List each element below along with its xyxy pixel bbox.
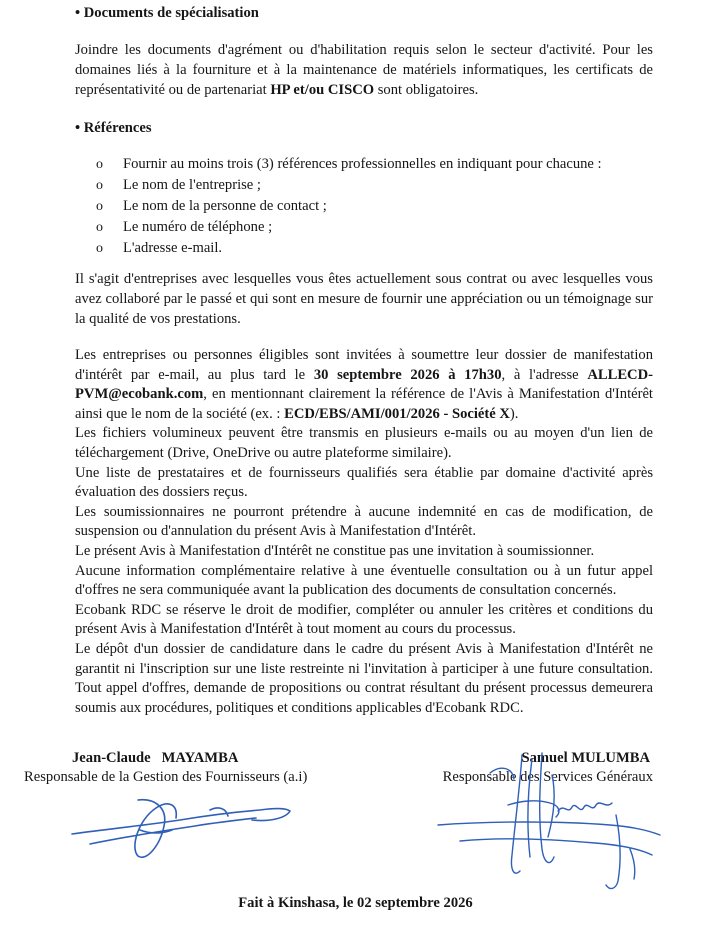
section-heading-specialisation: • Documents de spécialisation [75, 5, 259, 21]
brand-requirement: HP et/ou CISCO [270, 82, 375, 98]
section-heading-references: • Références [75, 120, 152, 136]
paragraph-specialisation-text-a: Joindre les documents d'agrément ou d'habilitation requis selon le secteur d'activité. Pour les domaines liés à la fourniture et à la maintenance de matériels informatiques, les certificats de représentativité ou de partenariat [75, 42, 653, 98]
right-handwritten-signature [430, 745, 680, 895]
paragraph-rights-reserved: Ecobank RDC se réserve le droit de modifier, compléter ou annuler les critères et conditions du présent Avis à Manifestation d'Intérêt à tout moment au cours du processus. [75, 601, 653, 638]
left-handwritten-signature [60, 790, 300, 880]
list-marker: o [96, 220, 103, 235]
document-footer-place-date: Fait à Kinshasa, le 02 septembre 2026 [238, 895, 473, 911]
paragraph-specialisation-text-c: sont obligatoires. [374, 82, 479, 98]
list-item [96, 197, 656, 218]
right-signatory-role: Responsable des Services Généraux [442, 769, 653, 785]
list-marker: o [96, 178, 103, 193]
paragraph-no-indemnity: Les soumissionnaires ne pourront prétendre à aucune indemnité en cas de modification, de suspension ou d'annulation du présent Avis à Manifestation d'Intérêt. [75, 503, 653, 540]
list-item-text: Le nom de la personne de contact ; [123, 198, 327, 214]
references-list [96, 155, 656, 260]
paragraph-no-guarantee: Le dépôt d'un dossier de candidature dans le cadre du présent Avis à Manifestation d'Intérêt ne garantit ni l'inscription sur une liste restreinte ni l'invitation à participer à une future consultation. Tout appel d'offres, demande de propositions ou contrat résultant du présent processus demeurera soumis aux procédures, politiques et conditions applicables d'Ecobank RDC. [75, 640, 653, 716]
right-signatory-name: Samuel MULUMBA [521, 750, 650, 766]
deadline: 30 septembre 2026 à 17h30 [313, 366, 502, 383]
list-item [96, 155, 656, 176]
list-item-text: Le numéro de téléphone ; [123, 219, 273, 235]
submission-text-a: Les entreprises ou personnes éligibles sont invitées à soumettre leur dossier de manifestation d'intérêt par e-mail, au plus tard le [75, 347, 653, 383]
list-item [96, 218, 656, 239]
submission-text-d: ). [509, 405, 519, 422]
left-signatory-name: Jean-Claude MAYAMBA [72, 750, 239, 766]
list-item-text: L'adresse e-mail. [123, 240, 223, 256]
reference-example: ECD/EBS/AMI/001/2026 - Société X [284, 405, 510, 422]
paragraph-specialisation [75, 40, 653, 100]
submission-text-c: , en mentionnant clairement la référence de l'Avis à Manifestation d'Intérêt ainsi que le nom de la société (ex. : [75, 386, 653, 422]
contact-email[interactable]: ALLECD-PVM@ecobank.com [75, 366, 653, 403]
list-marker: o [96, 199, 103, 214]
list-item [96, 176, 656, 197]
paragraph-submission [75, 346, 653, 424]
main-body [75, 346, 653, 718]
paragraph-references-note: Il s'agit d'entreprises avec lesquelles vous êtes actuellement sous contrat ou avec lesquelles vous avez collaboré par le passé et qui sont en mesure de fournir une appréciation ou un témoignage sur la qualité de vos prestations. [75, 271, 653, 327]
left-signatory-role: Responsable de la Gestion des Fournisseurs (a.i) [24, 769, 308, 785]
list-marker: o [96, 157, 103, 172]
list-item-text: Le nom de l'entreprise ; [123, 177, 261, 193]
paragraph-large-files: Les fichiers volumineux peuvent être transmis en plusieurs e-mails ou au moyen d'un lien de téléchargement (Drive, OneDrive ou autre plateforme similaire). [75, 425, 653, 461]
list-item-text: Fournir au moins trois (3) références professionnelles en indiquant pour chacune : [123, 156, 602, 172]
paragraph-qualified-list: Une liste de prestataires et de fournisseurs qualifiés sera établie par domaine d'activité après évaluation des dossiers reçus. [75, 464, 653, 501]
list-item [96, 239, 656, 260]
paragraph-not-invitation: Le présent Avis à Manifestation d'Intérêt ne constitue pas une invitation à soumissionner. [75, 542, 595, 559]
submission-text-b: , à l'adresse [501, 366, 588, 383]
list-marker: o [96, 241, 103, 256]
paragraph-no-information: Aucune information complémentaire relative à une éventuelle consultation ou à un futur appel d'offres ne sera communiquée avant la publication des documents de consultation concernés. [75, 562, 653, 599]
